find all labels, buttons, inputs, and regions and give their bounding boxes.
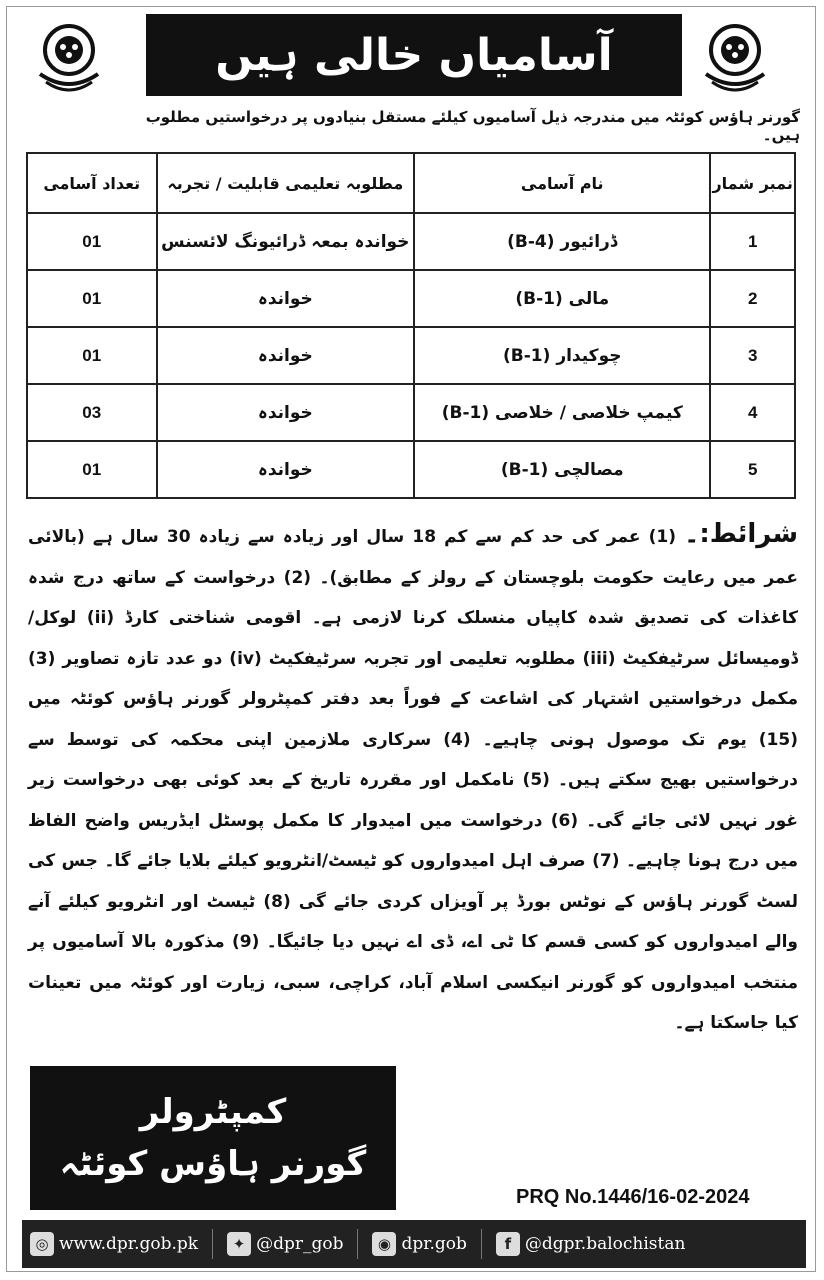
signature-box (30, 1066, 396, 1210)
header-qualification: مطلوبہ تعلیمی قابلیت / تجربہ (157, 153, 415, 213)
header-name: نام آسامی (414, 153, 710, 213)
row-count: 01 (27, 270, 157, 327)
row-sno: 3 (710, 327, 795, 384)
vacancies-table (26, 152, 796, 499)
footer-divider (357, 1229, 358, 1259)
row-count: 01 (27, 327, 157, 384)
signature-office: گورنر ہاؤس کوئٹہ (59, 1144, 367, 1184)
table-row (27, 441, 795, 498)
page-title: آسامیاں خالی ہیں (146, 14, 682, 96)
government-emblem-icon (34, 20, 104, 92)
conditions-text: (1) عمر کی حد کم سے کم 18 سال اور زیادہ سے زیادہ 30 سال ہے (بالائی عمر میں رعایت حکومت بلوچستان کے رولز کے مطابق)۔ (2) درخواست کے ساتھ درج شدہ کاغذات کی تصدیق شدہ کاپیاں منسلک کرنا لازمی ہے۔ اقومی شناختی کارڈ (ii) لوکل/ڈومیسائل سرٹیفکیٹ (iii) مطلوبہ تعلیمی اور تجربہ سرٹیفکیٹ (iv) دو عدد تازہ تصاویر (3) مکمل درخواستیں اشتہار کی اشاعت کے فوراً بعد دفتر کمپٹرولر گورنر ہاؤس کوئٹہ میں (15) یوم تک موصول ہونی چاہیے۔ (4) سرکاری ملازمین اپنی محکمہ کی توسط سے درخواستیں بھیج سکتے ہیں۔ (5) نامکمل اور مقررہ تاریخ کے بعد کوئی بھی درخواست زیر غور نہیں لائی جائے گی۔ (6) درخواست میں امیدوار کا مکمل پوسٹل ایڈریس واضح الفاظ میں درج ہونا چاہیے۔ (7) صرف اہل امیدواروں کو ٹیسٹ/انٹرویو کیلئے بلایا جائے گا۔ جس کی لسٹ گورنر ہاؤس کے نوٹس بورڈ پر آویزاں کردی جائے گی (8) ٹیسٹ اور انٹرویو کیلئے آنے والے امیدواروں کو کسی قسم کا ٹی اے، ڈی اے نہیں دیا جائیگا۔ (9) مذکورہ بالا آسامیوں پر منتخب امیدواروں کو گورنر انیکسی اسلام آباد، کراچی، سبی، زیارت اور کوئٹہ میں تعینات کیا جاسکتا ہے۔ (28, 527, 799, 1033)
globe-icon: ◎ (30, 1232, 54, 1256)
row-qualification: خواندہ (157, 270, 415, 327)
twitter-handle[interactable]: @dpr_gob (256, 1234, 344, 1254)
footer-facebook[interactable] (496, 1232, 686, 1256)
table-header-row (27, 153, 795, 213)
row-sno: 4 (710, 384, 795, 441)
row-name: مصالچی (B-1) (414, 441, 710, 498)
twitter-icon: ✦ (227, 1232, 251, 1256)
row-name: مالی (B-1) (414, 270, 710, 327)
website-link[interactable]: www.dpr.gob.pk (59, 1234, 199, 1254)
table-row (27, 213, 795, 270)
row-name: ڈرائیور (B-4) (414, 213, 710, 270)
row-qualification: خواندہ (157, 441, 415, 498)
footer-divider (212, 1229, 213, 1259)
facebook-icon: f (496, 1232, 520, 1256)
facebook-handle[interactable]: @dgpr.balochistan (524, 1234, 686, 1254)
table-row (27, 327, 795, 384)
row-count: 01 (27, 213, 157, 270)
conditions-section (28, 514, 798, 1044)
prq-number: PRQ No.1446/16-02-2024 (516, 1186, 750, 1208)
row-qualification: خواندہ بمعہ ڈرائیونگ لائسنس (157, 213, 415, 270)
footer-divider (481, 1229, 482, 1259)
header-sno: نمبر شمار (710, 153, 795, 213)
footer-bar (22, 1220, 806, 1268)
header-count: تعداد آسامی (27, 153, 157, 213)
row-qualification: خواندہ (157, 384, 415, 441)
row-name: کیمپ خلاصی / خلاصی (B-1) (414, 384, 710, 441)
row-name: چوکیدار (B-1) (414, 327, 710, 384)
row-sno: 5 (710, 441, 795, 498)
row-count: 01 (27, 441, 157, 498)
table-row (27, 384, 795, 441)
intro-text: گورنر ہاؤس کوئٹہ میں مندرجہ ذیل آسامیوں کیلئے مستقل بنیادوں پر درخواستیں مطلوب ہیں۔ (145, 108, 800, 144)
signature-title: کمپٹرولر (139, 1092, 287, 1132)
footer-website[interactable] (30, 1232, 198, 1256)
conditions-heading: شرائط:۔ (684, 519, 799, 549)
footer-twitter[interactable] (227, 1232, 343, 1256)
row-sno: 1 (710, 213, 795, 270)
footer-instagram[interactable] (372, 1232, 466, 1256)
table-row (27, 270, 795, 327)
row-qualification: خواندہ (157, 327, 415, 384)
instagram-handle[interactable]: dpr.gob (401, 1234, 467, 1254)
instagram-icon: ◉ (372, 1232, 396, 1256)
government-emblem-icon (700, 20, 770, 92)
row-count: 03 (27, 384, 157, 441)
row-sno: 2 (710, 270, 795, 327)
